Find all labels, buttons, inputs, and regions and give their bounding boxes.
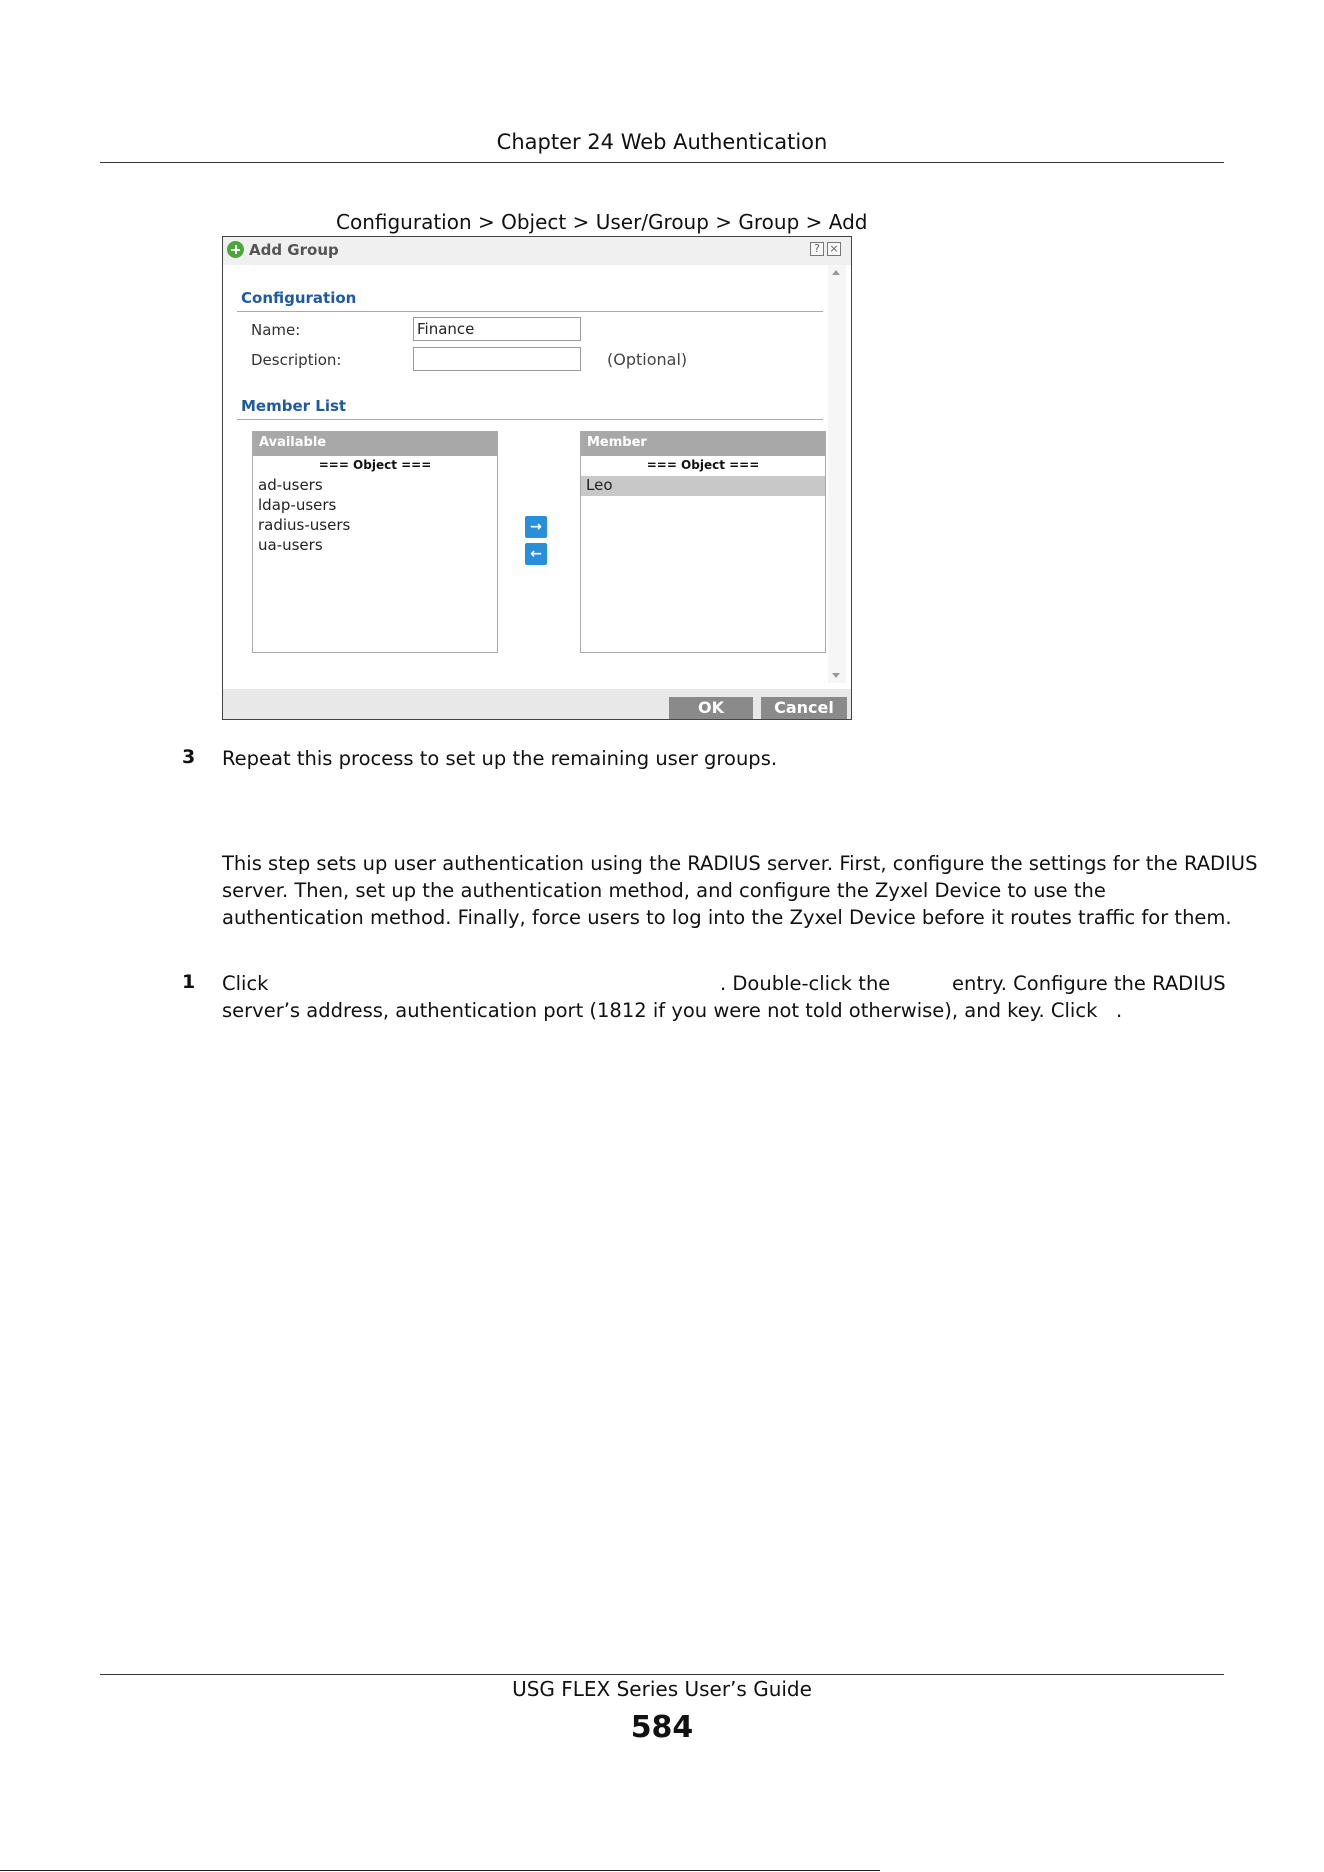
member-list[interactable] — [580, 431, 826, 653]
selected-row — [581, 476, 825, 496]
figure-caption: Configuration > Object > User/Group > Group > Add — [336, 210, 868, 234]
dialog-footer — [223, 689, 851, 719]
object-group-header: === Object === — [646, 458, 760, 472]
available-list[interactable] — [252, 431, 498, 653]
member-list-section-title: Member List — [241, 397, 347, 415]
description-input[interactable] — [413, 347, 581, 371]
cancel-button[interactable]: Cancel — [761, 697, 847, 719]
scroll-up-icon[interactable] — [832, 270, 840, 275]
paragraph-line: This step sets up user authentication using the RADIUS server. First, configure the settings for the RADIUS — [222, 852, 1258, 875]
add-member-arrow-icon[interactable]: → — [525, 516, 547, 538]
ok-button[interactable]: OK — [669, 697, 753, 719]
paragraph-line: authentication method. Finally, force users to log into the Zyxel Device before it routes traffic for them. — [222, 906, 1232, 929]
step-text: . — [1116, 999, 1123, 1022]
scroll-down-icon[interactable] — [832, 673, 840, 678]
dialog-scrollbar[interactable] — [828, 265, 846, 683]
section-divider — [237, 311, 823, 312]
guide-title: USG FLEX Series User’s Guide — [512, 1677, 812, 1701]
close-icon[interactable]: × — [827, 242, 841, 256]
chapter-title: Chapter 24 Web Authentication — [496, 130, 828, 154]
remove-member-arrow-icon[interactable]: ← — [525, 543, 547, 565]
name-label: Name: — [251, 321, 301, 339]
step-text: Click — [222, 972, 269, 995]
object-group-header: === Object === — [318, 458, 432, 472]
add-group-dialog — [222, 236, 852, 720]
member-list-header: Member — [581, 432, 825, 456]
header-rule — [100, 162, 1224, 163]
list-item[interactable]: ldap-users — [258, 496, 337, 514]
section-divider — [237, 419, 823, 420]
list-item[interactable]: Leo — [586, 476, 613, 494]
description-label: Description: — [251, 351, 342, 369]
paragraph-line: server. Then, set up the authentication method, and configure the Zyxel Device to use the — [222, 879, 1106, 902]
step-text: server’s address, authentication port (1812 if you were not told otherwise), and key. Click — [222, 999, 1098, 1022]
page-number: 584 — [630, 1710, 694, 1745]
step-text: . Double-click the — [720, 972, 891, 995]
available-list-header: Available — [253, 432, 497, 456]
help-icon[interactable]: ? — [810, 242, 824, 256]
optional-note: (Optional) — [607, 350, 688, 369]
add-icon — [227, 241, 244, 258]
step-number: 1 — [182, 971, 196, 993]
bottom-edge-line — [0, 1870, 880, 1871]
list-item[interactable]: ua-users — [258, 536, 323, 554]
list-item[interactable]: ad-users — [258, 476, 323, 494]
configuration-section-title: Configuration — [241, 289, 357, 307]
step-text: entry. Configure the RADIUS — [952, 972, 1226, 995]
footer-rule — [100, 1674, 1224, 1675]
dialog-title: Add Group — [249, 241, 339, 259]
step-number: 3 — [182, 746, 196, 768]
name-input[interactable] — [413, 317, 581, 341]
step-text: Repeat this process to set up the remaining user groups. — [222, 747, 778, 770]
list-item[interactable]: radius-users — [258, 516, 351, 534]
